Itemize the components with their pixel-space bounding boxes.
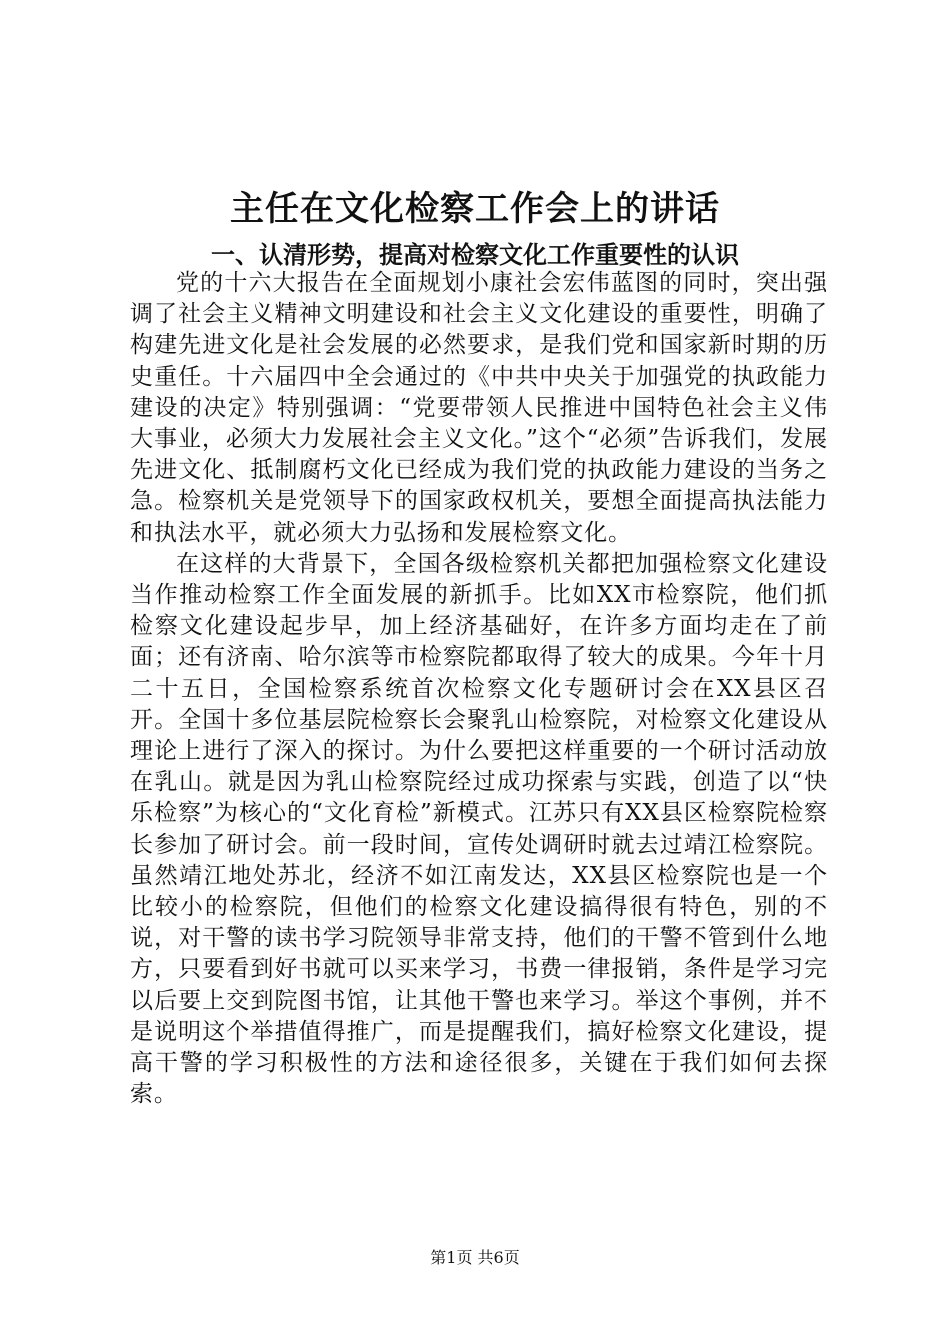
page-number-footer: 第1页 共6页: [430, 1248, 520, 1267]
body-text: [130, 268, 828, 1110]
section-heading: 一、认清形势，提高对检察文化工作重要性的认识: [211, 240, 739, 269]
document-title: 主任在文化检察工作会上的讲话: [230, 189, 720, 229]
paragraph-1: 党的十六大报告在全面规划小康社会宏伟蓝图的同时，突出强调了社会主义精神文明建设和社会主义文化建设的重要性，明确了构建先进文化是社会发展的必然要求，是我们党和国家新时期的历史重任。十六届四中全会通过的《中共中央关于加强党的执政能力建设的决定》特别强调：“党要带领人民推进中国特色社会主义伟大事业，必须大力发展社会主义文化。”这个“必须”告诉我们，发展先进文化、抵制腐朽文化已经成为我们党的执政能力建设的当务之急。检察机关是党领导下的国家政权机关，要想全面提高执法能力和执法水平，就必须大力弘扬和发展检察文化。: [130, 270, 828, 546]
paragraph-2: 在这样的大背景下，全国各级检察机关都把加强检察文化建设当作推动检察工作全面发展的新抓手。比如XX市检察院，他们抓检察文化建设起步早，加上经济基础好，在许多方面均走在了前面；还有济南、哈尔滨等市检察院都取得了较大的成果。今年十月二十五日，全国检察系统首次检察文化专题研讨会在XX县区召开。全国十多位基层院检察长会聚乳山检察院，对检察文化建设从理论上进行了深入的探讨。为什么要把这样重要的一个研讨活动放在乳山。就是因为乳山检察院经过成功探索与实践，创造了以“快乐检察”为核心的“文化育检”新模式。江苏只有XX县区检察院检察长参加了研讨会。前一段时间，宣传处调研时就去过靖江检察院。虽然靖江地处苏北，经济不如江南发达，XX县区检察院也是一个比较小的检察院，但他们的检察文化建设搞得很有特色，别的不说，对干警的读书学习院领导非常支持，他们的干警不管到什么地方，只要看到好书就可以买来学习，书费一律报销，条件是学习完以后要上交到院图书馆，让其他干警也来学习。举这个事例，并不是说明这个举措值得推广，而是提醒我们，搞好检察文化建设，提高干警的学习积极性的方法和途径很多，关键在于我们如何去探索。: [130, 550, 828, 1108]
